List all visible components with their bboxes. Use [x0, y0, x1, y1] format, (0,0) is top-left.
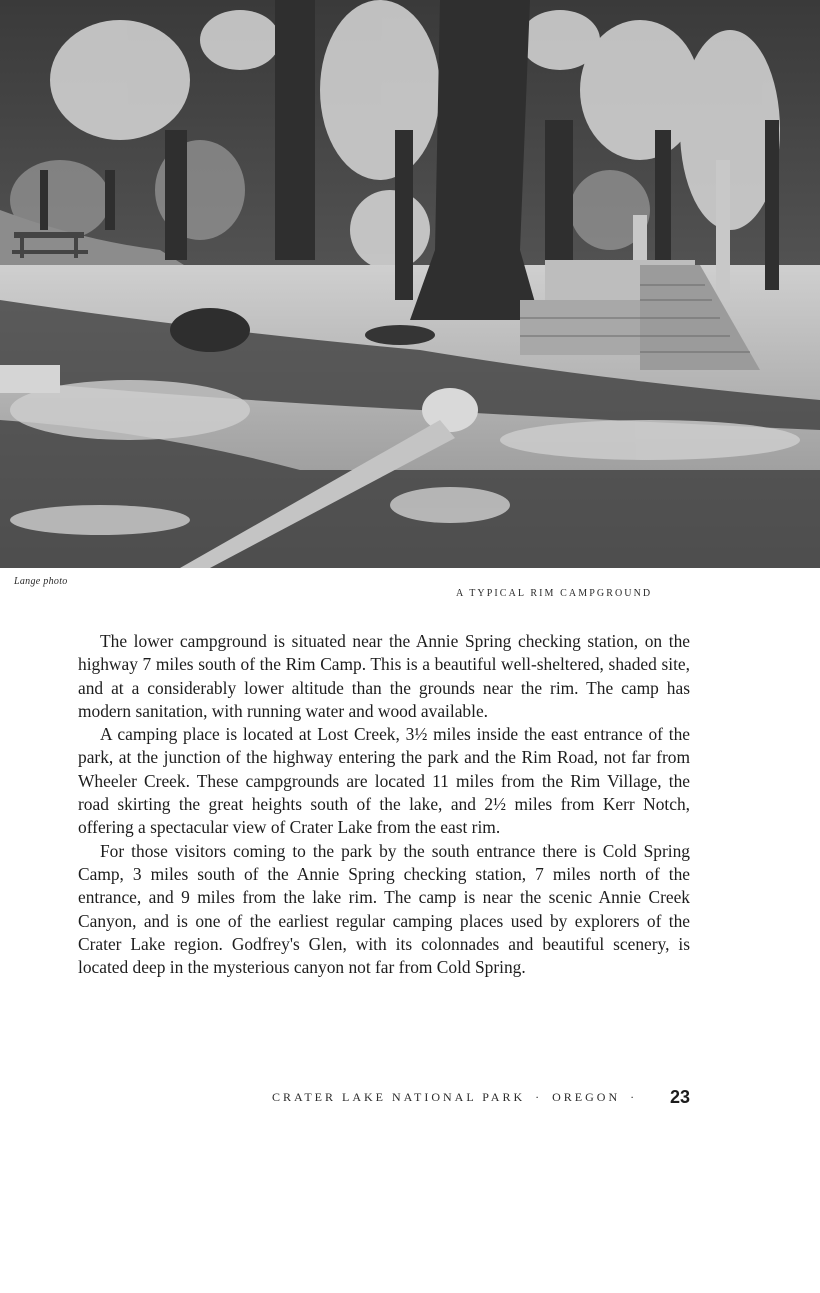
photo-caption: A TYPICAL RIM CAMPGROUND — [456, 588, 653, 599]
page-number: 23 — [670, 1087, 691, 1107]
body-text — [78, 630, 690, 979]
photo-credit: Lange photo — [14, 576, 68, 587]
footer-separator: · — [630, 1090, 638, 1104]
paragraph: For those visitors coming to the park by the south entrance there is Cold Spring Camp, 3 miles south of the Annie Spring checking station, 7 miles north of the entrance, and 9 miles from the lake rim. The camp is near the scenic Annie Creek Canyon, and is one of the earliest regular camping places used by explorers of the Crater Lake region. Godfrey's Glen, with its colonnades and beautiful scenery, is located deep in the mysterious canyon not far from Cold Spring. — [78, 840, 690, 978]
footer-title: CRATER LAKE NATIONAL PARK — [272, 1090, 526, 1104]
footer-state: OREGON — [552, 1090, 621, 1104]
footer-separator: · — [535, 1090, 543, 1104]
campground-photo — [0, 0, 820, 568]
paragraph: A camping place is located at Lost Creek, 3½ miles inside the east entrance of the park, at the junction of the highway entering the park and the Rim Road, not far from Wheeler Creek. These campgrounds are located 11 miles from the Rim Village, the road skirting the great heights south of the lake, and 2½ miles from Kerr Notch, offering a spectacular view of Crater Lake from the east rim. — [78, 724, 690, 838]
paragraph: The lower campground is situated near the Annie Spring checking station, on the highway 7 miles south of the Rim Camp. This is a beautiful well-sheltered, shaded site, and at a considerably lower altitude than the grounds near the rim. The camp has modern sanitation, with running water and wood available. — [78, 631, 690, 721]
running-footer — [272, 1090, 641, 1105]
